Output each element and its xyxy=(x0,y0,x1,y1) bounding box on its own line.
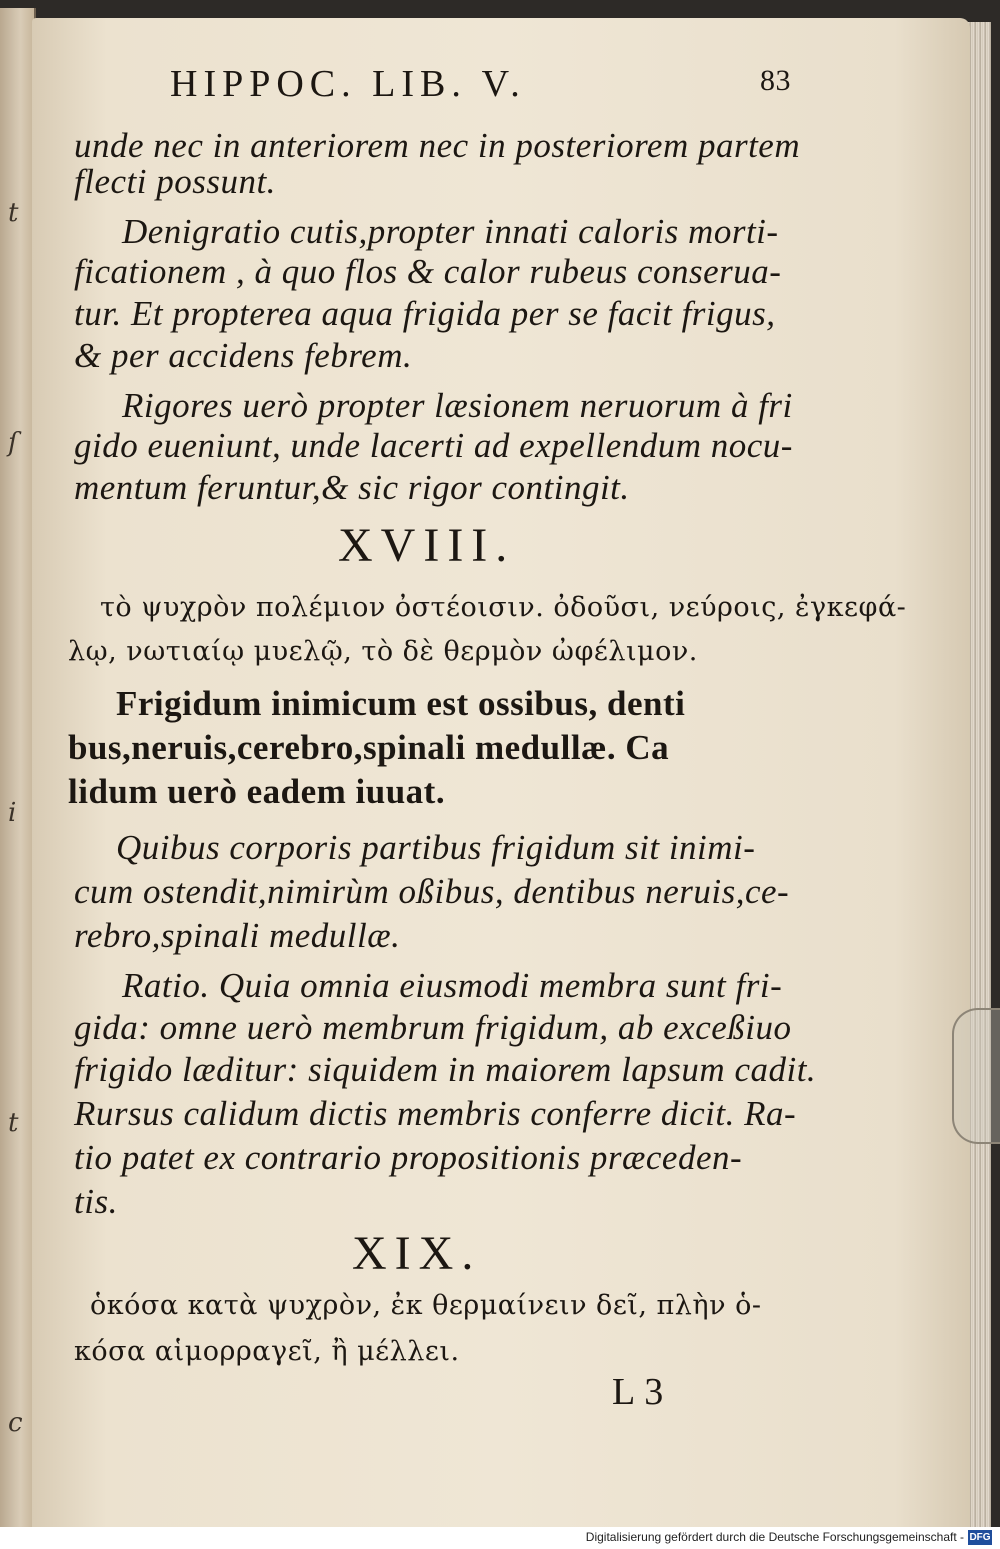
text-line: rebro,spinali medullæ. xyxy=(74,916,401,955)
aphorism-number: XVIII. xyxy=(338,519,516,572)
text-line: & per accidens febrem. xyxy=(74,336,413,375)
text-line: tur. Et propterea aqua frigida per se facit frigus, xyxy=(74,294,776,333)
text-line: lidum uerò eadem iuuat. xyxy=(68,772,446,811)
text-line: unde nec in anteriorem nec in posteriorem partem xyxy=(74,126,801,165)
text-line: gida: omne uerò membrum frigidum, ab exceßiuo xyxy=(74,1008,792,1047)
aphorism-number: XIX. xyxy=(352,1227,482,1280)
text-line: Denigratio cutis,propter innati caloris morti- xyxy=(122,212,779,251)
text-line: Frigidum inimicum est ossibus, denti xyxy=(116,684,686,723)
text-line: flecti possunt. xyxy=(74,162,276,201)
text-line: ficationem , à quo flos & calor rubeus conserua- xyxy=(74,252,782,291)
text-line: Quibus corporis partibus frigidum sit inimi- xyxy=(116,828,756,867)
text-line: Rursus calidum dictis membris conferre dicit. Ra- xyxy=(74,1094,797,1133)
text-line: cum ostendit,nimirùm oßibus, dentibus neruis,ce- xyxy=(74,872,790,911)
greek-line: λῳ, νωτιαίῳ μυελῷ, τὸ δὲ θερμὸν ὠφέλιμον. xyxy=(68,636,698,667)
footer-bar xyxy=(0,1527,1000,1549)
greek-line: ὁκόσα κατὰ ψυχρὸν, ἐκ θερμαίνειν δεῖ, πλὴν ὁ- xyxy=(90,1290,762,1321)
text-line: Rigores uerò propter læsionem neruorum à fri xyxy=(122,386,793,425)
text-line: tio patet ex contrario propositionis præceden- xyxy=(74,1138,743,1177)
funding-credit: Digitalisierung gefördert durch die Deutsche Forschungsgemeinschaft - xyxy=(585,1530,964,1544)
text-line: mentum feruntur,& sic rigor contingit. xyxy=(74,468,630,507)
text-line: tis. xyxy=(74,1182,118,1221)
greek-line: τὸ ψυχρὸν πολέμιον ὀστέοισιν. ὀδοῦσι, νεύροις, ἐγκεφά- xyxy=(100,592,907,623)
dfg-logo-icon: DFG xyxy=(969,1532,991,1543)
text-line: gido eueniunt, unde lacerti ad expellendum nocu- xyxy=(74,426,793,465)
page-number: 83 xyxy=(760,64,791,97)
running-header: HIPPOC. LIB. V. xyxy=(170,63,526,105)
text-line: frigido læditur: siquidem in maiorem lapsum cadit. xyxy=(74,1050,817,1089)
greek-line: κόσα αἱμορραγεῖ, ἢ μέλλει. xyxy=(74,1336,460,1367)
previous-page-edge: t ſ i t c xyxy=(0,8,36,1527)
bookmark-clip xyxy=(952,1008,1000,1144)
text-line: bus,neruis,cerebro,spinali medullæ. Ca xyxy=(68,728,670,767)
text-line: Ratio. Quia omnia eiusmodi membra sunt fri- xyxy=(122,966,783,1005)
signature-mark: L 3 xyxy=(612,1371,664,1413)
